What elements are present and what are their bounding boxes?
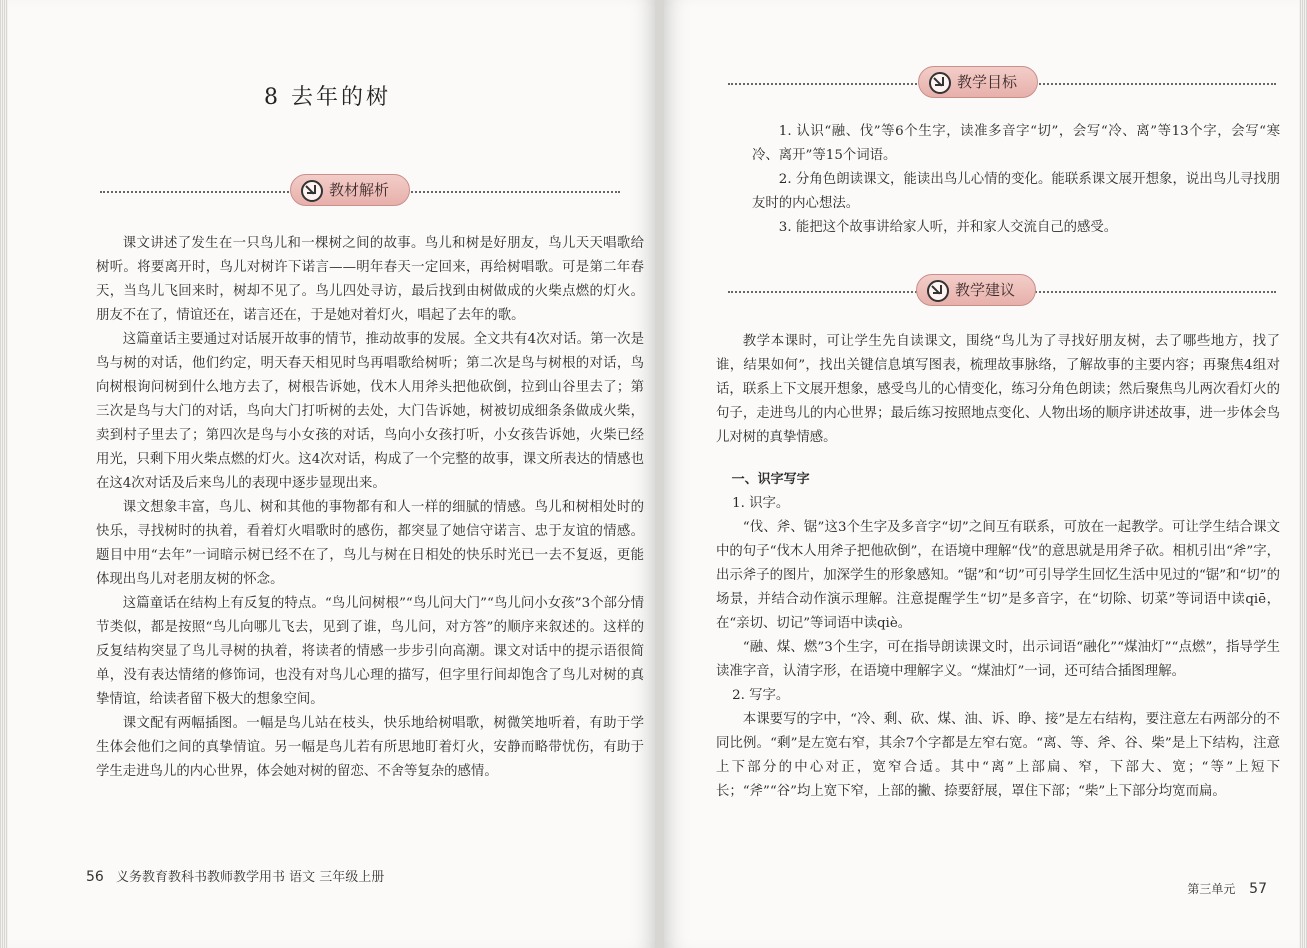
page-edge-left <box>0 0 8 948</box>
paragraph: “伐、斧、锯”这3个生字及多音字“切”之间互有联系，可放在一起教学。可让学生结合课文中的句子“伐木人用斧子把他砍倒”，在语境中理解“伐”的意思就是用斧子砍。相机引出“斧”字，出示斧子的图片，加深学生的形象感知。“锯”和“切”可引导学生回忆生活中见过的“锯”和“切”的场景，并结合动作演示理解。注意提醒学生“切”是多音字，在“切除、切菜”等词语中读qiē，在“亲切、切记”等词语中读qiè。 <box>716 520 1280 631</box>
paragraph: “融、煤、燃”3个生字，可在指导朗读课文时，出示词语“融化”“煤油灯”“点燃”，指导学生读准字音，认清字形，在语境中理解字义。“煤油灯”一词，还可结合插图理解。 <box>716 640 1280 679</box>
paragraph: 这篇童话主要通过对话展开故事的情节，推动故事的发展。全文共有4次对话。第一次是鸟与树的对话，他们约定，明天春天相见时鸟再唱歌给树听；第二次是鸟与树根的对话，鸟向树根询问树到什么地方去了，树根告诉她，伐木人用斧头把他砍倒，拉到山谷里去了；第三次是鸟与大门的对话，鸟向大门打听树的去处，大门告诉她，树被切成细条条做成火柴，卖到村子里去了；第四次是鸟与小女孩的对话，鸟向小女孩打听，小女孩告诉她，火柴已经用光，只剩下用火柴点燃的灯火。这4次对话，构成了一个完整的故事，课文所表达的情感也在这4次对话及后来鸟儿的表现中逐步显现出来。 <box>96 332 644 491</box>
arrow-circle-icon <box>301 180 323 202</box>
goal-item: 3. 能把这个故事讲给家人听，并和家人交流自己的感受。 <box>778 220 1118 235</box>
section-title: 教学目标 <box>957 73 1018 91</box>
section-header-advice <box>728 274 1276 308</box>
paragraph: 课文配有两幅插图。一幅是鸟儿站在枝头，快乐地给树唱歌，树微笑地听着，有助于学生体会他们之间的真挚情谊。另一幅是鸟儿若有所思地盯着灯火，安静而略带忧伤，有助于学生走进鸟儿的内心世界，体会她对树的留恋、不舍等复杂的感情。 <box>96 716 644 779</box>
unit-label: 第三单元 <box>1187 882 1236 896</box>
page-number: 57 <box>1249 881 1267 897</box>
paragraph: 课文讲述了发生在一只鸟儿和一棵树之间的故事。鸟儿和树是好朋友，鸟儿天天唱歌给树听。将要离开时，鸟儿对树许下诺言——明年春天一定回来，再给树唱歌。可是第二年春天，当鸟儿飞回来时，树却不见了。鸟儿四处寻访，最后找到由树做成的火柴点燃的灯火。朋友不在了，情谊还在，诺言还在，于是她对着灯火，唱起了去年的歌。 <box>96 236 644 323</box>
section-pill-advice <box>916 274 1036 306</box>
arrow-circle-icon <box>929 72 951 94</box>
advice-text <box>716 330 1280 804</box>
paragraph: 本课要写的字中，“冷、剩、砍、煤、油、诉、睁、接”是左右结构，要注意左右两部分的不同比例。“剩”是左宽右窄，其余7个字都是左窄右宽。“离、等、斧、谷、柴”是上下结构，注意上下部分的中心对正，宽窄合适。其中“离”上部扁、窄，下部大、宽；“等”上短下长；“斧”“谷”均上宽下窄，上部的撇、捺要舒展，罩住下部；“柴”上下部分均宽而扁。 <box>716 712 1280 799</box>
section-pill-goals <box>918 66 1038 98</box>
subsection-heading: 一、识字写字 <box>731 472 810 487</box>
analysis-text <box>96 232 644 784</box>
paragraph: 课文想象丰富，鸟儿、树和其他的事物都有和人一样的细腻的情感。鸟儿和树相处时的快乐，寻找树时的执着，看着灯火唱歌时的感伤，都突显了她信守诺言、忠于友谊的情感。题目中用“去年”一词暗示树已经不在了，鸟儿与树在日相处的快乐时光已一去不复返，更能体现出鸟儿对老朋友树的怀念。 <box>96 500 644 587</box>
advice-intro: 教学本课时，可让学生先自读课文，围绕“鸟儿为了寻找好朋友树，去了哪些地方，找了谁，结果如何”，找出关键信息填写图表，梳理故事脉络，了解故事的主要内容；再聚焦4组对话，联系上下文展开想象，感受鸟儿的心情变化，练习分角色朗读；然后聚焦鸟儿两次看灯火的句子，走进鸟儿的内心世界；最后练习按照地点变化、人物出场的顺序讲述故事，进一步体会鸟儿对树的真挚情感。 <box>716 334 1280 445</box>
page-edge-right <box>1299 0 1307 948</box>
goal-item: 1. 认识“融、伐”等6个生字，读准多音字“切”，会写“冷、离”等13个字，会写“寒冷、离开”等15个词语。 <box>752 124 1280 163</box>
section-header-goals <box>728 66 1276 100</box>
chapter-title: 8 去年的树 <box>264 85 391 110</box>
goals-list <box>752 120 1280 240</box>
footer-left <box>86 866 384 885</box>
item-heading: 2. 写字。 <box>732 688 790 703</box>
page-number: 56 <box>86 869 104 885</box>
book-gutter <box>655 0 664 948</box>
section-title: 教材解析 <box>329 181 390 199</box>
item-heading: 1. 识字。 <box>732 496 790 511</box>
book-title: 义务教育教科书教师教学用书 语文 三年级上册 <box>115 870 385 885</box>
right-page <box>664 0 1307 948</box>
section-title: 教学建议 <box>955 281 1016 299</box>
paragraph: 这篇童话在结构上有反复的特点。“鸟儿问树根”“鸟儿问大门”“鸟儿问小女孩”3个部分情节类似，都是按照“鸟儿向哪儿飞去，见到了谁，鸟儿问，对方答”的顺序来叙述的。这样的反复结构突显了鸟儿寻树的执着，将读者的情感一步步引向高潮。课文对话中的提示语很简单，没有表达情绪的修饰词，也没有对鸟儿心理的描写，但字里行间却饱含了鸟儿对树的真挚情谊，给读者留下极大的想象空间。 <box>96 596 644 707</box>
arrow-circle-icon <box>927 280 949 302</box>
goal-item: 2. 分角色朗读课文，能读出鸟儿心情的变化。能联系课文展开想象，说出鸟儿寻找朋友时的内心想法。 <box>752 172 1280 211</box>
section-pill-analysis <box>290 174 410 206</box>
section-header-analysis <box>100 174 620 208</box>
footer-right <box>1187 880 1267 897</box>
